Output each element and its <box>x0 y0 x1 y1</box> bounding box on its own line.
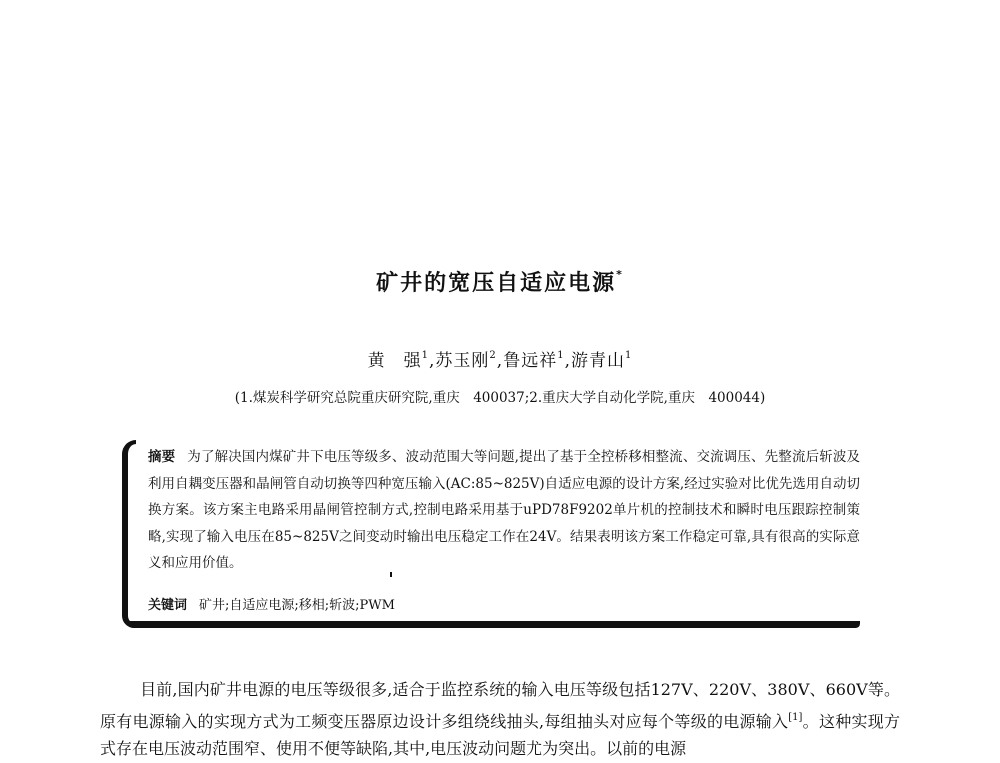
abstract-box <box>122 440 862 630</box>
abstract-text: 为了解决国内煤矿井下电压等级多、波动范围大等问题,提出了基于全控桥移相整流、交流调压、先整流后斩波及利用自耦变压器和晶闸管自动切换等四种宽压输入(AC:85~825V)自适应电源的设计方案,经过实验对比优先选用自动切换方案。该方案主电路采用晶闸管控制方式,控制电路采用基于uPD78F9202单片机的控制技术和瞬时电压跟踪控制策略,实现了输入电压在85~825V之间变动时输出电压稳定工作在24V。结果表明该方案工作稳定可靠,具有很高的实际意义和应用价值。 <box>148 449 861 572</box>
keywords-text: 矿井;自适应电源;移相;斩波;PWM <box>199 598 395 613</box>
title-text: 矿井的宽压自适应电源 <box>376 271 617 296</box>
author-affiliation-mark: 1 <box>624 350 633 361</box>
abstract-bracket <box>122 440 136 628</box>
author-list: 黄 强$^1$,苏玉刚$^2$,鲁远祥$^1$,游青山$^1$ <box>367 350 633 371</box>
author-name: 苏玉刚 <box>435 351 490 371</box>
author-name: 鲁远祥 <box>503 351 558 371</box>
body-text-part1: 目前,国内矿井电源的电压等级很多,适合于监控系统的输入电压等级包括127V、220V、380V、660V等。原有电源输入的实现方式为工频变压器原边设计多组绕线抽头,每组抽头对应每个等级的电源输入 <box>100 680 900 731</box>
author-affiliation-mark: 2 <box>489 350 497 361</box>
keywords <box>148 594 860 613</box>
keywords-label: 关键词 <box>148 598 188 613</box>
paper-title <box>0 266 1000 297</box>
stray-mark <box>390 572 392 577</box>
abstract-label: 摘要 <box>148 449 176 465</box>
title-footnote-mark: * <box>616 268 624 281</box>
body-text-part2: 。这种实现方式存在电压波动范围窄、使用不便等缺陷,其中,电压波动问题尤为突出。以前的电源 <box>100 711 900 758</box>
author-affiliation-mark: 1 <box>557 350 565 361</box>
abstract <box>148 444 860 577</box>
affiliations: (1.煤炭科学研究总院重庆研究院,重庆 400037;2.重庆大学自动化学院,重庆 400044) <box>234 390 766 406</box>
author-affiliation-mark: 1 <box>421 350 430 361</box>
body-paragraph <box>100 676 900 763</box>
citation-ref: [1] <box>788 711 803 723</box>
author-name: 游青山 <box>570 351 625 371</box>
author-name: 黄 强 <box>367 351 422 371</box>
abstract-underline <box>128 621 860 628</box>
